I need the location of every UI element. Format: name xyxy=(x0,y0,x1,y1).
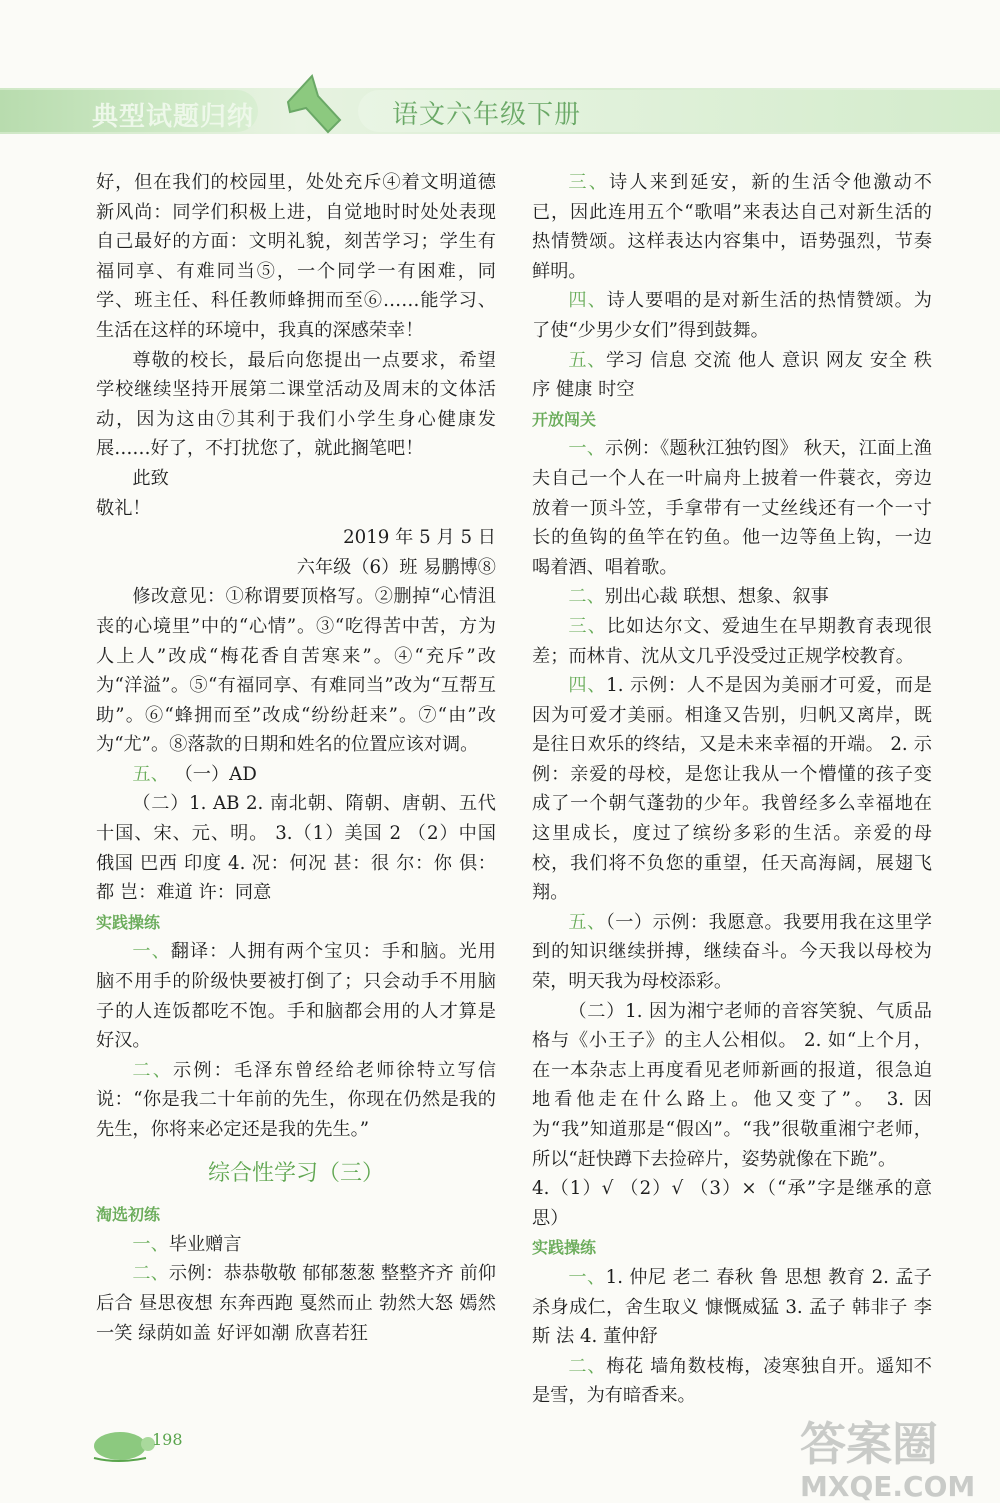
item-text: 示例：毛泽东曾经给老师徐特立写信说：“你是我二十年前的先生，你现在仍然是我的先生，你将来必定还是我的先生。” xyxy=(96,1059,496,1140)
item-text: 学习 信息 交流 他人 意识 网友 安全 秩序 健康 时空 xyxy=(532,349,932,401)
answer-item: 4.（1）√ （2）√ （3）×（“承”字是继承的意思） xyxy=(532,1178,932,1229)
item-text: （一）示例：我愿意。我要用我在这里学到的知识继续拼搏，继续奋斗。今天我以母校为荣，明天我为母校添彩。 xyxy=(532,911,932,993)
section-title: 综合性学习（三） xyxy=(207,1160,384,1186)
item-text: 翻译：人拥有两个宝贝：手和脑。光用脑不用手的阶级快要被打倒了；只会动手不用脑子的人连饭都吃不饱。手和脑都会用的人才算是好汉。 xyxy=(96,941,496,1052)
item-label: 二、 xyxy=(568,1355,607,1377)
answer-item xyxy=(532,1352,932,1411)
letter-paragraph: 好，但在我们的校园里，处处充斥④着文明道德新风尚：同学们积极上进，自觉地时时处处表现自己最好的方面：文明礼貌，刻苦学习；学生有福同享、有难同当⑤，一个同学一有困难，同学、班主任、科任教师蜂拥而至⑥……能学习、生活在这样的环境中，我真的深感荣幸！ xyxy=(96,172,496,341)
answer-item xyxy=(532,612,932,671)
answer-item xyxy=(96,1259,496,1348)
answer-item: （二）1. 因为湘宁老师的音容笑貌、气质品格与《小王子》的主人公相似。 2. 如“上个月，在一本杂志上再度看见老师新画的报道，很急迫地看他走在什么路上。他又变了”。 3. 因为“我”知道那是“假凶”。“我”很敬重湘宁老师，所以“赶快蹲下去捡碎片，姿势就像在下跪”。 xyxy=(532,1000,932,1170)
left-column xyxy=(96,168,496,1348)
item-text: 梅花 墙角数枝梅，凌寒独自开。遥知不是雪，为有暗香来。 xyxy=(532,1355,932,1407)
header-left-title: 典型试题归纳 xyxy=(92,102,255,132)
answer-item xyxy=(532,1263,932,1352)
item-label: 四、 xyxy=(568,290,607,312)
watermark-logo-text: 答案圈 xyxy=(800,1417,938,1471)
answer-item xyxy=(532,346,932,405)
item-label: 三、 xyxy=(568,172,610,193)
answer-item xyxy=(532,286,932,345)
answer-item xyxy=(96,1230,496,1260)
section-heading: 实践操练 xyxy=(96,912,161,932)
answer-item xyxy=(532,671,932,908)
item-label: 二、 xyxy=(132,1059,174,1081)
letter-paragraph: 尊敬的校长，最后向您提出一点要求，希望学校继续坚持开展第二课堂活动及周末的文体活动，因为这由⑦其利于我们小学生身心健康发展……好了，不打扰您了，就此搁笔吧！ xyxy=(96,349,496,460)
answer-item xyxy=(532,434,932,582)
answer-item xyxy=(96,760,496,790)
right-column xyxy=(532,168,932,1411)
item-label: 五、 xyxy=(568,911,606,933)
arrow-icon xyxy=(284,72,344,136)
watermark xyxy=(800,1408,975,1503)
watermark-url: MXQE.COM xyxy=(800,1470,976,1503)
section-heading: 淘选初练 xyxy=(96,1205,161,1225)
item-label: 一、 xyxy=(132,941,171,963)
item-label: 三、 xyxy=(568,615,607,637)
item-text: （一）AD xyxy=(174,763,257,785)
answer-item: （二）1. AB 2. 南北朝、隋朝、唐朝、五代十国、宋、元、明。 3.（1）美国 2 （2）中国 俄国 巴西 印度 4. 况：何况 甚：很 尔：你 俱：都 岂：难道 许：同意 xyxy=(96,793,496,904)
item-label: 四、 xyxy=(568,675,607,697)
item-text: 示例：恭恭敬敬 郁郁葱葱 整整齐齐 前仰后合 昼思夜想 东奔西跑 戛然而止 勃然大怒 嫣然一笑 绿荫如盖 好评如潮 欣喜若狂 xyxy=(96,1263,496,1344)
item-text: 别出心裁 联想、想象、叙事 xyxy=(604,586,829,608)
section-heading: 实践操练 xyxy=(532,1238,597,1258)
answer-item xyxy=(96,1056,496,1145)
item-label: 二、 xyxy=(132,1263,169,1285)
item-text: 诗人来到延安，新的生活令他激动不已，因此连用五个“歌唱”来表达自己对新生活的热情赞颂。这样表达内容集中，语势强烈，节奏鲜明。 xyxy=(532,172,932,282)
item-text: 示例：《题秋江独钓图》 秋天，江面上渔夫自己一个人在一叶扁舟上披着一件蓑衣，旁边放着一顶斗笠，手拿带有一丈丝线还有一个一寸长的鱼钩的鱼竿在钓鱼。他一边等鱼上钩，一边喝着酒、唱着歌。 xyxy=(532,438,932,578)
item-text: 1. 仲尼 老二 春秋 鲁 思想 教育 2. 孟子 杀身成仁，舍生取义 慷慨威猛 3. 孟子 韩非子 李斯 法 4. 董仲舒 xyxy=(532,1266,932,1348)
item-label: 二、 xyxy=(568,586,605,608)
answer-item xyxy=(96,937,496,1055)
item-label: 一、 xyxy=(132,1233,169,1255)
page-number: 198 xyxy=(152,1430,183,1449)
letter-salute: 敬礼！ xyxy=(96,497,151,519)
item-text: 毕业赠言 xyxy=(168,1233,242,1255)
letter-date: 2019 年 5 月 5 日 xyxy=(343,527,496,549)
answer-item xyxy=(532,582,932,612)
item-label: 一、 xyxy=(568,438,606,460)
header-right-title: 语文六年级下册 xyxy=(392,100,582,130)
letter-signature: 六年级（6）班 易鹏博⑧ xyxy=(296,556,496,578)
item-text: 比如达尔文、爱迪生在早期教育表现很差；而林肯、沈从文几乎没受过正规学校教育。 xyxy=(532,615,932,667)
turtle-icon xyxy=(88,1424,158,1464)
item-label: 五、 xyxy=(132,763,169,785)
letter-closing: 此致 xyxy=(132,467,169,489)
revision-notes: 修改意见：①称谓要顶格写。②删掉“心情沮丧的心境里”中的“心情”。③“吃得苦中苦，方为人上人”改成“梅花香自苦寒来”。④“充斥”改为“洋溢”。⑤“有福同享、有难同当”改为“互帮互助”。⑥“蜂拥而至”改成“纷纷赶来”。⑦“由”改为“尤”。⑧落款的日期和姓名的位置应该对调。 xyxy=(96,586,496,756)
item-label: 五、 xyxy=(568,349,606,371)
item-text: 诗人要唱的是对新生活的热情赞颂。为了使“少男少女们”得到鼓舞。 xyxy=(532,290,932,341)
item-label: 一、 xyxy=(568,1266,606,1288)
section-heading: 开放闯关 xyxy=(532,409,597,429)
answer-item xyxy=(532,908,932,997)
answer-item xyxy=(532,168,932,286)
item-text: 1. 示例：人不是因为美丽才可爱，而是因为可爱才美丽。相逢又告别，归帆又离岸，既是往日欢乐的终结，又是未来幸福的开端。 2. 示例：亲爱的母校，是您让我从一个懵懂的孩子变成了一个朝气蓬勃的少年。我曾经多么幸福地在这里成长，度过了缤纷多彩的生活。亲爱的母校，我们将不负您的重望，任天高海阔，展翅飞翔。 xyxy=(532,675,932,904)
